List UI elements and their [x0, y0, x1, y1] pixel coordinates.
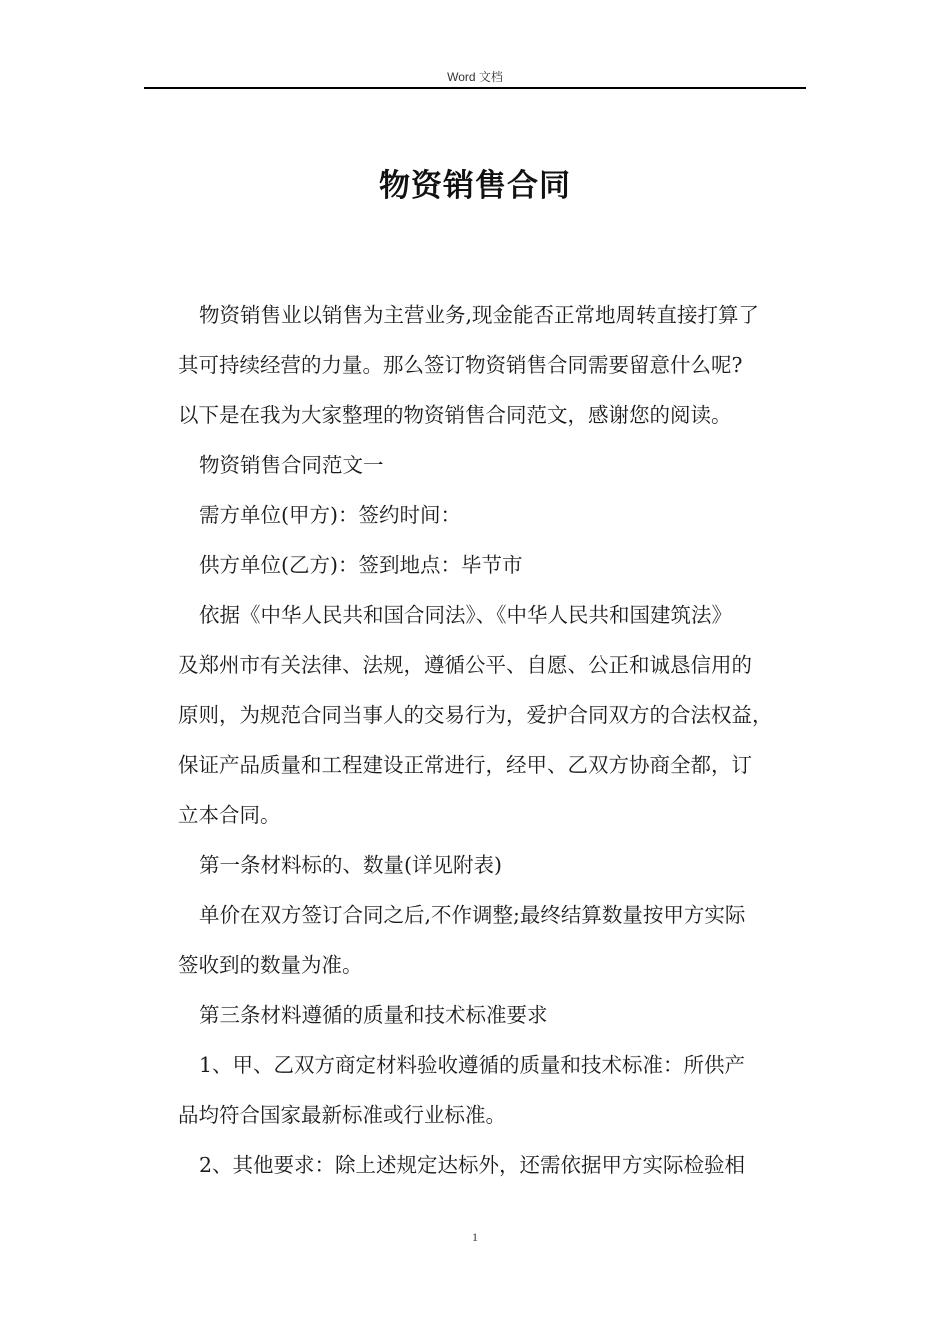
paragraph-line: 签收到的数量为准。: [178, 953, 363, 977]
paragraph-line: 单价在双方签订合同之后,不作调整;最终结算数量按甲方实际: [199, 903, 746, 927]
paragraph-line: 第三条材料遵循的质量和技术标准要求: [199, 1003, 548, 1027]
paragraph-line: 需方单位(甲方)：签约时间：: [199, 503, 461, 527]
header-rule: [144, 87, 806, 89]
paragraph-line: 保证产品质量和工程建设正常进行，经甲、乙双方协商全都，订: [178, 753, 752, 777]
paragraph-line: 其可持续经营的力量。那么签订物资销售合同需要留意什么呢?: [178, 353, 743, 377]
paragraph-line: 物资销售业以销售为主营业务,现金能否正常地周转直接打算了: [199, 303, 760, 327]
paragraph-line: 及郑州市有关法律、法规，遵循公平、自愿、公正和诚恳信用的: [178, 653, 752, 677]
document-title: 物资销售合同: [379, 168, 571, 204]
paragraph-line: 立本合同。: [178, 803, 281, 827]
document-body: [178, 290, 818, 1190]
paragraph-line: 原则，为规范合同当事人的交易行为，爱护合同双方的合法权益，: [178, 703, 773, 727]
paragraph-line: 依据《中华人民共和国合同法》、《中华人民共和国建筑法》: [199, 603, 732, 627]
paragraph-line: 第一条材料标的、数量(详见附表): [199, 853, 502, 877]
page-header: Word 文档: [447, 70, 503, 84]
paragraph-line: 物资销售合同范文一: [199, 453, 384, 477]
paragraph-line: 1、甲、乙双方商定材料验收遵循的质量和技术标准：所供产: [199, 1053, 746, 1077]
paragraph-line: 供方单位(乙方)：签到地点：毕节市: [199, 553, 523, 577]
paragraph-line: 品均符合国家最新标准或行业标准。: [178, 1103, 506, 1127]
paragraph-line: 以下是在我为大家整理的物资销售合同范文，感谢您的阅读。: [178, 403, 732, 427]
page-number: 1: [472, 1230, 478, 1244]
paragraph-line: 2、其他要求：除上述规定达标外，还需依据甲方实际检验相: [199, 1153, 746, 1177]
